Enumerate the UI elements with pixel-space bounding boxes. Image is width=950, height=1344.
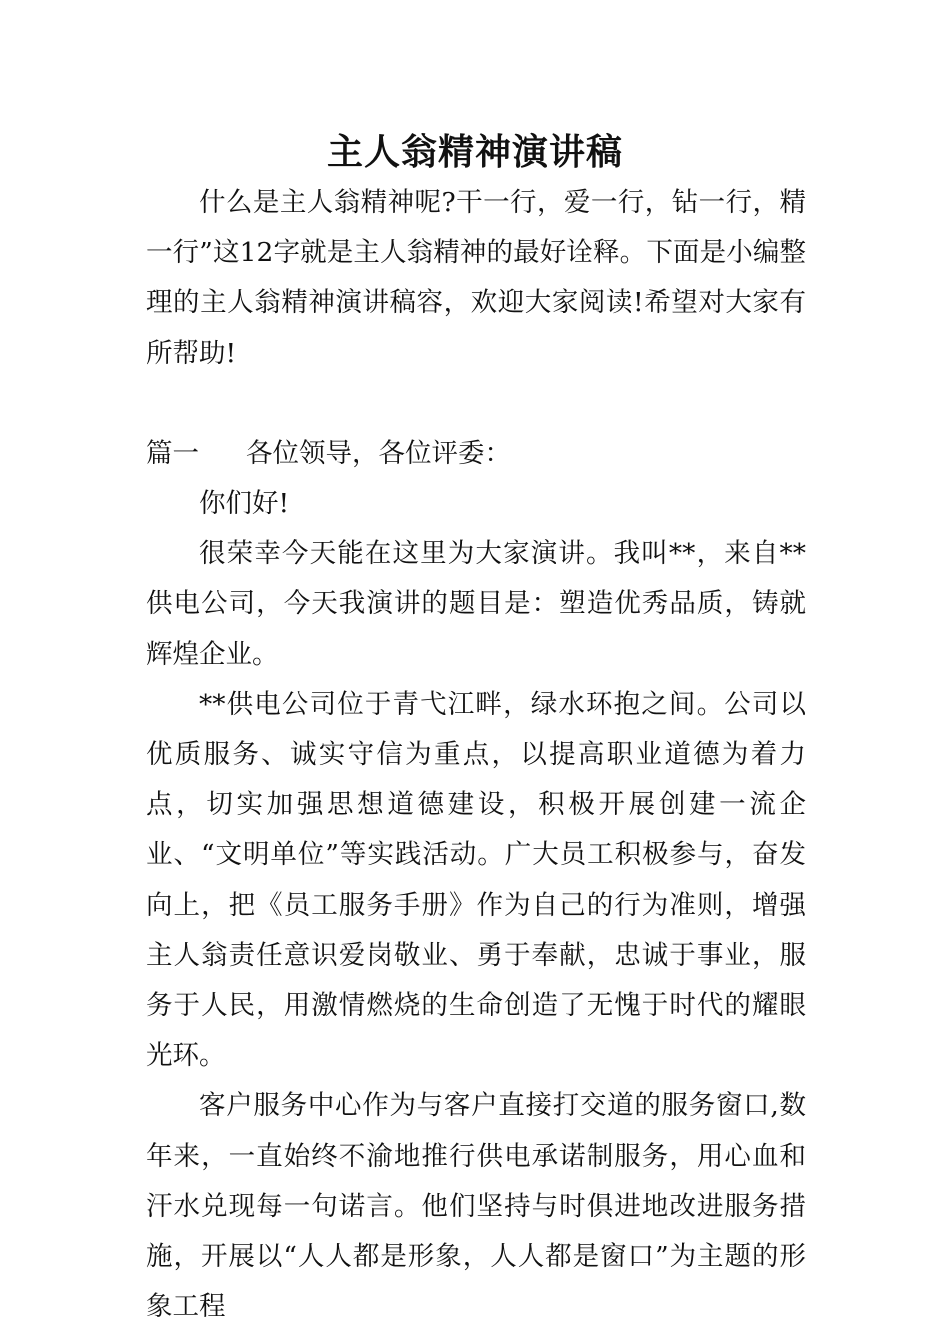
section-label: 篇一 xyxy=(146,437,199,469)
body-paragraph: **供电公司位于青弋江畔，绿水环抱之间。公司以优质服务、诚实守信为重点，以提高职业道德为着力点，切实加强思想道德建设，积极开展创建一流企业、“文明单位”等实践活动。广大员工积极参与，奋发向上，把《员工服务手册》作为自己的行为准则，增强主人翁责任意识爱岗敬业、勇于奉献，忠诚于事业，服务于人民，用激情燃烧的生命创造了无愧于时代的耀眼光环。 xyxy=(146,688,806,1072)
document-body xyxy=(146,178,806,1332)
body-paragraph: 你们好! xyxy=(199,488,290,520)
section-heading xyxy=(146,429,806,479)
intro-paragraph: 什么是主人翁精神呢?干一行，爱一行，钻一行，精一行”这12字就是主人翁精神的最好诠释。下面是小编整理的主人翁精神演讲稿容，欢迎大家阅读!希望对大家有所帮助! xyxy=(146,187,806,369)
body-paragraph: 很荣幸今天能在这里为大家演讲。我叫**，来自**供电公司，今天我演讲的题目是：塑造优秀品质，铸就辉煌企业。 xyxy=(146,538,806,670)
body-paragraph: 客户服务中心作为与客户直接打交道的服务窗口,数年来，一直始终不渝地推行供电承诺制服务，用心血和汗水兑现每一句诺言。他们坚持与时俱进地改进服务措施，开展以“人人都是形象，人人都是窗口”为主题的形象工程 xyxy=(146,1090,806,1323)
section-salutation: 各位领导，各位评委： xyxy=(246,437,511,469)
blank-line xyxy=(146,379,806,429)
document-title: 主人翁精神演讲稿 xyxy=(326,131,623,173)
